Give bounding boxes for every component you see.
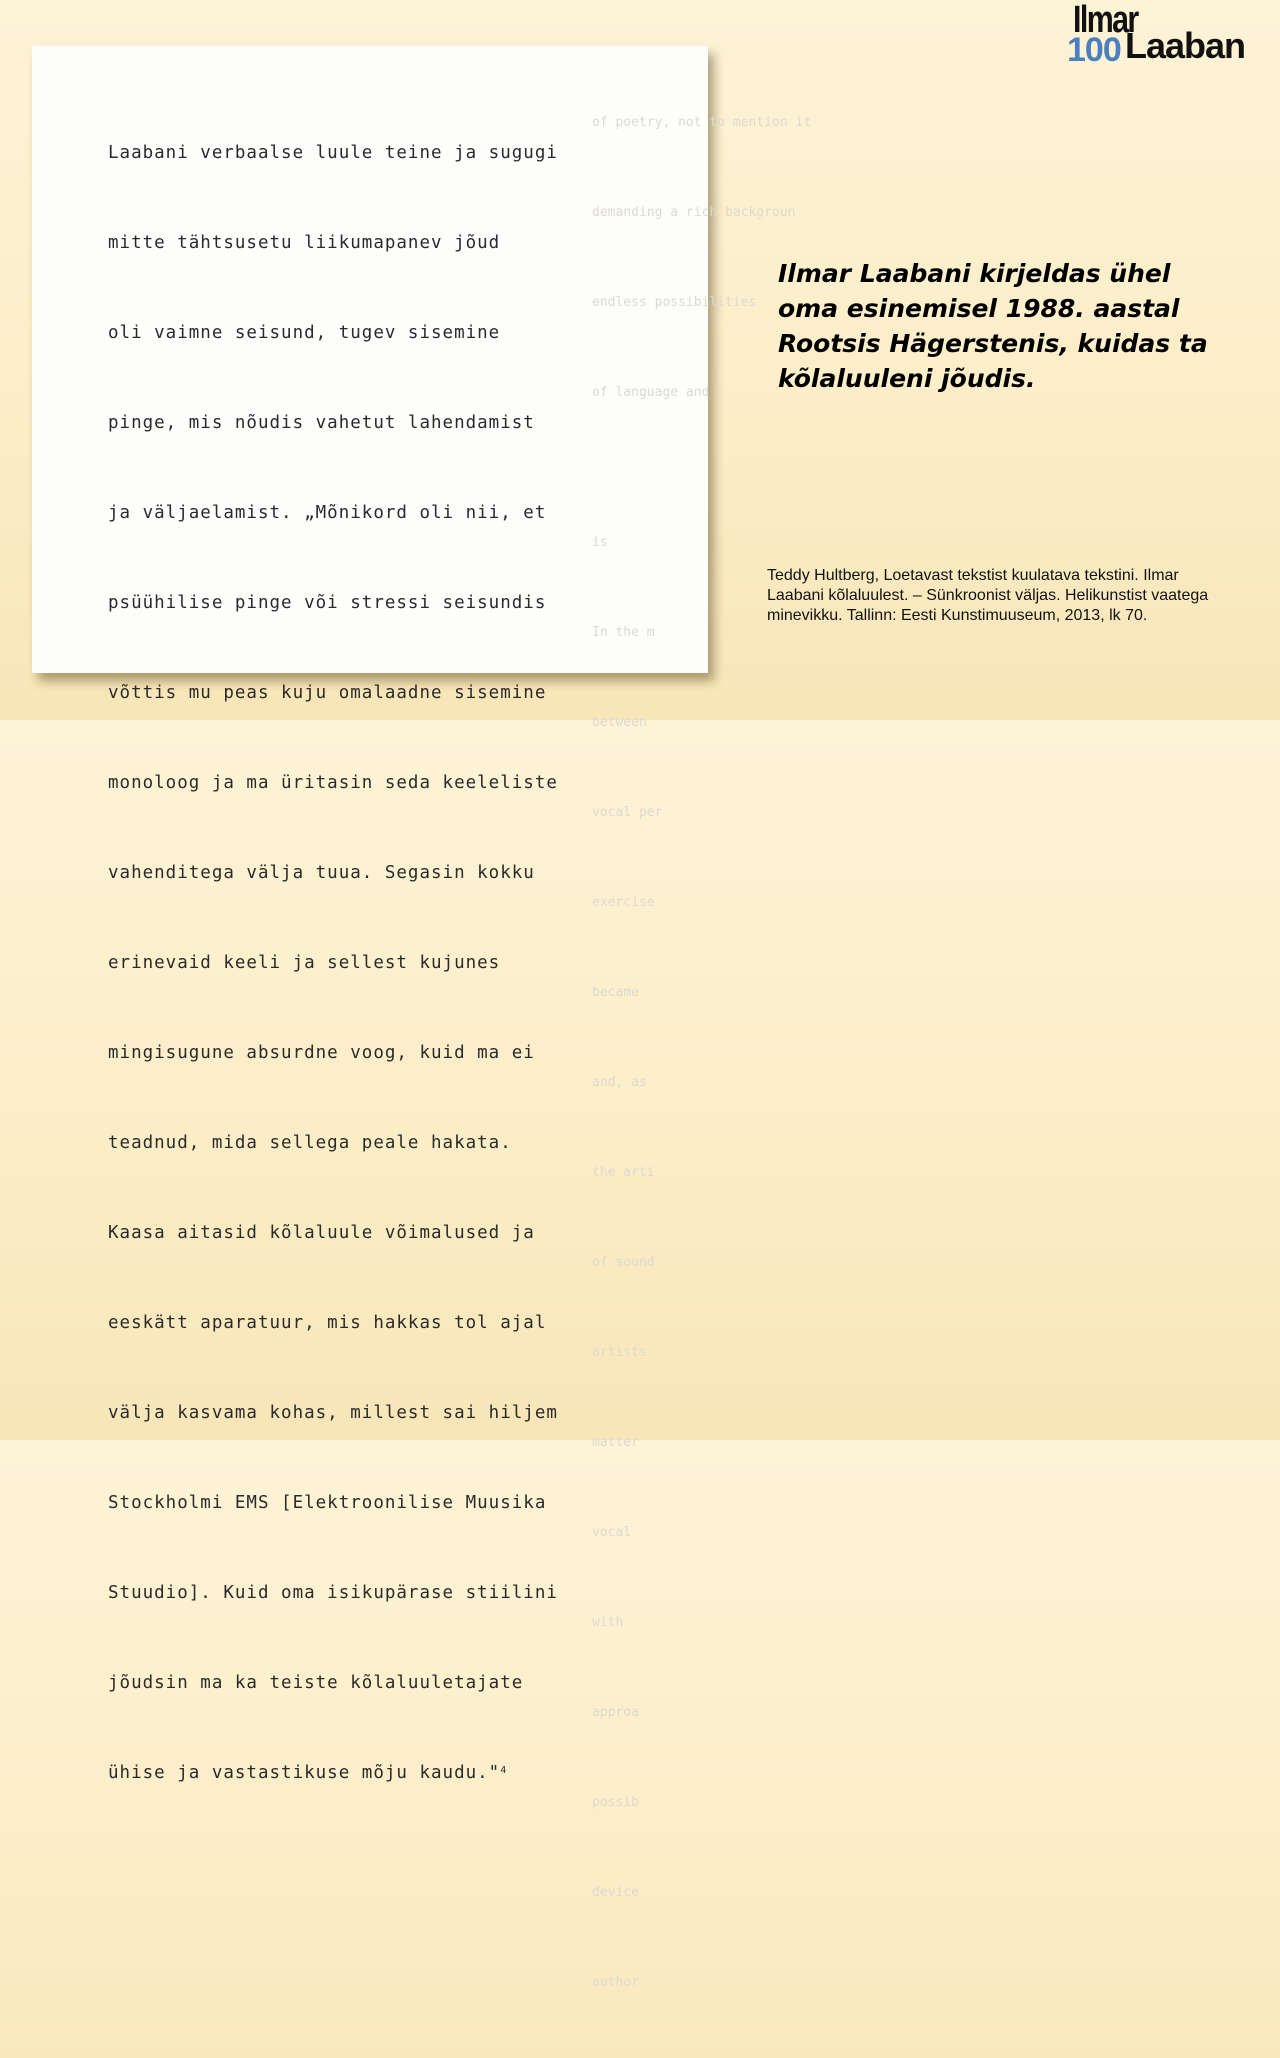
ghost-line: the arti	[592, 1165, 655, 1180]
ghost-line: artists	[592, 1345, 647, 1360]
title-line: Ilmar Laabani kirjeldas ühel	[778, 259, 1171, 288]
ghost-line: possib	[592, 1795, 639, 1810]
ghost-line: demanding a rich backgroun	[592, 205, 796, 220]
quote-line: psüühilise pinge või stressi seisundis	[108, 593, 547, 613]
citation-line: minevikku. Tallinn: Eesti Kunstimuuseum, 2013, lk 70.	[767, 607, 1148, 624]
ilmar-laaban-100-logo	[1065, 0, 1280, 72]
title-line: kõlaluuleni jõudis.	[778, 364, 1036, 393]
source-citation	[767, 566, 1237, 626]
logo-text-laaban: Laaban	[1125, 25, 1246, 66]
quote-line: mingisugune absurdne voog, kuid ma ei	[108, 1043, 535, 1063]
quote-line: vahenditega välja tuua. Segasin kokku	[108, 863, 535, 883]
quote-line: võttis mu peas kuju omalaadne sisemine	[108, 683, 547, 703]
quote-line: pinge, mis nõudis vahetut lahendamist	[108, 413, 535, 433]
ghost-line: matter	[592, 1435, 639, 1450]
ghost-line: vocal per	[592, 805, 663, 820]
quote-line: Stuudio]. Kuid oma isikupärase stiilini	[108, 1583, 558, 1603]
ghost-line: and, as	[592, 1075, 647, 1090]
quote-line: eeskätt aparatuur, mis hakkas tol ajal	[108, 1313, 547, 1333]
quote-line: erinevaid keeli ja sellest kujunes	[108, 953, 501, 973]
citation-line: Laabani kõlaluulest. – Sünkroonist väljas. Helikunstist vaatega	[767, 587, 1209, 604]
slide-title	[778, 256, 1248, 396]
quote-line: oli vaimne seisund, tugev sisemine	[108, 323, 501, 343]
ghost-line: exercise	[592, 895, 655, 910]
ghost-line: device	[592, 1885, 639, 1900]
quote-line: monoloog ja ma üritasin seda keeleliste	[108, 773, 558, 793]
quote-line: jõudsin ma ka teiste kõlaluuletajate	[108, 1673, 524, 1693]
quote-line: teadnud, mida sellega peale hakata.	[108, 1133, 512, 1153]
typewritten-quote	[108, 78, 558, 1848]
ghost-line: In the m	[592, 625, 655, 640]
logo-number-100: 100	[1067, 31, 1121, 69]
ghost-line: of sound	[592, 1255, 655, 1270]
quote-line: mitte tähtsusetu liikumapanev jõud	[108, 233, 501, 253]
citation-line: Teddy Hultberg, Loetavast tekstist kuulatava tekstini. Ilmar	[767, 567, 1179, 584]
logo-text-ilmar: Ilmar	[1073, 0, 1138, 41]
ghost-line: approa	[592, 1705, 639, 1720]
quote-last-line	[108, 1758, 558, 1788]
quote-line: Laabani verbaalse luule teine ja sugugi	[108, 143, 558, 163]
ghost-line: endless possibilities	[592, 295, 757, 310]
ghost-line: author	[592, 1975, 639, 1990]
ghost-line: vocal	[592, 1525, 632, 1540]
ghost-line: of poetry, not to mention it	[592, 115, 812, 130]
ghost-line: of language and	[592, 385, 710, 400]
quote-line: Stockholmi EMS [Elektroonilise Muusika	[108, 1493, 547, 1513]
footnote-marker: 4	[500, 1765, 508, 1776]
quote-line: Kaasa aitasid kõlaluule võimalused ja	[108, 1223, 535, 1243]
ghost-line: became	[592, 985, 639, 1000]
title-line: Rootsis Hägerstenis, kuidas ta	[778, 329, 1208, 358]
quote-line: ja väljaelamist. „Mõnikord oli nii, et	[108, 503, 547, 523]
quote-line: välja kasvama kohas, millest sai hiljem	[108, 1403, 558, 1423]
ghost-line: is	[592, 535, 608, 550]
scanned-page-image	[32, 46, 812, 1990]
quote-line: ühise ja vastastikuse mõju kaudu."	[108, 1763, 501, 1783]
ghost-line: between	[592, 715, 647, 730]
show-through-text	[592, 48, 812, 2058]
ghost-line: with	[592, 1615, 624, 1630]
title-line: oma esinemisel 1988. aastal	[778, 294, 1180, 323]
